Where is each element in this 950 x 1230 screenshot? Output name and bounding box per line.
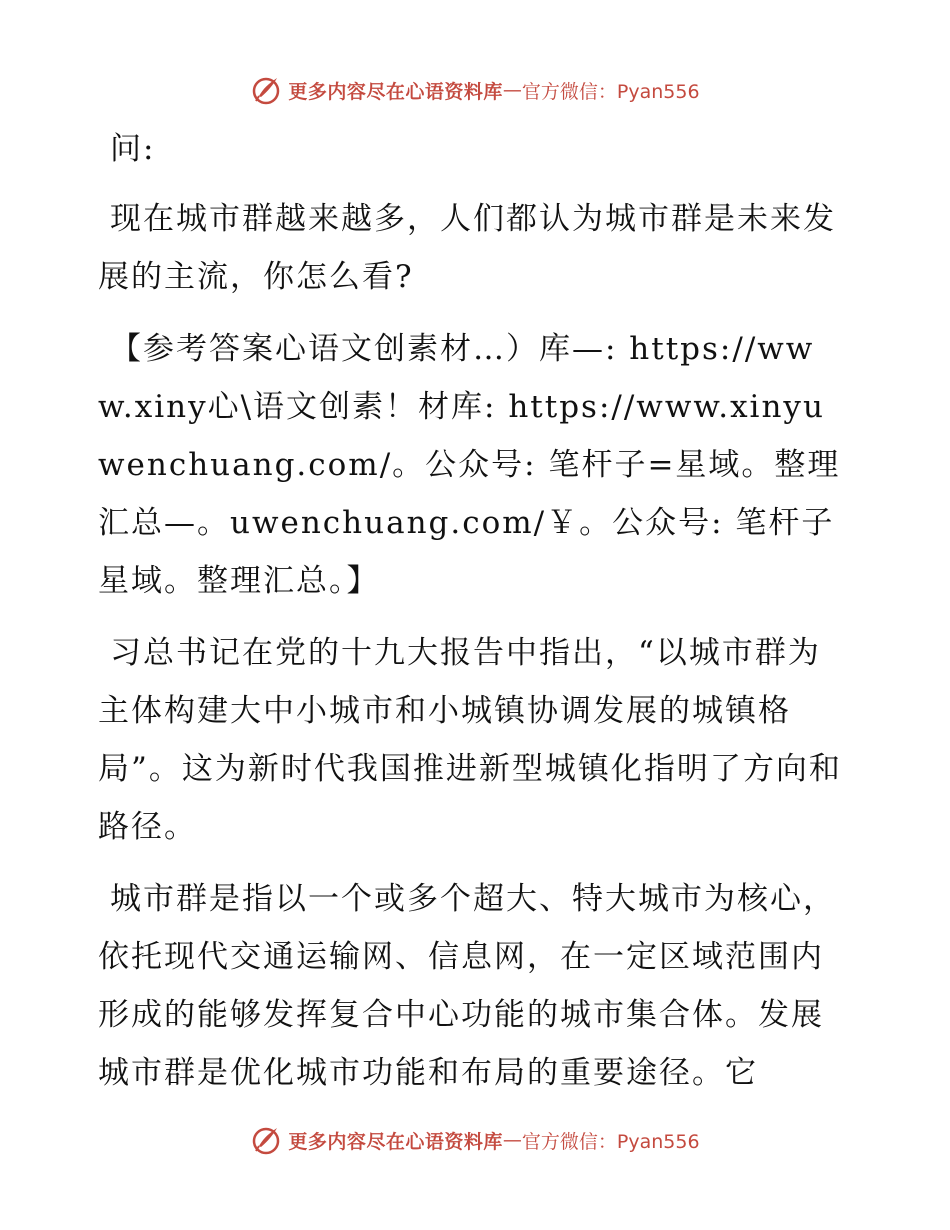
footer-separator: — <box>502 1129 522 1151</box>
document-body <box>98 120 850 1102</box>
footer-banner <box>0 1120 950 1160</box>
feather-pen-logo-icon <box>250 74 282 106</box>
question-text: 现在城市群越来越多，人们都认为城市群是未来发展的主流，你怎么看? <box>98 201 836 295</box>
reference-block: 【参考答案心语文创素材…）库—: https://www.xiny心\语文创素！材库: https://www.xinyuwenchuang.com/。公众号: 笔杆子=星域。整理汇总—。uwenchuang.com/￥。公众号: 笔杆子星域。整理汇总。】 <box>98 331 841 599</box>
paragraph-2: 城市群是指以一个或多个超大、特大城市为核心，依托现代交通运输网、信息网，在一定区域范围内形成的能够发挥复合中心功能的城市集合体。发展城市群是优化城市功能和布局的重要途径。它 <box>98 881 836 1091</box>
feather-pen-logo-icon <box>250 1124 282 1156</box>
header-wechat-text: 官方微信：Pyan556 <box>521 80 700 103</box>
header-brand-text: 更多内容尽在心语资料库 <box>288 80 503 103</box>
footer-brand-text: 更多内容尽在心语资料库 <box>288 1130 503 1153</box>
paragraph-1: 习总书记在党的十九大报告中指出，“以城市群为主体构建大中小城市和小城镇协调发展的城镇格局”。这为新时代我国推进新型城镇化指明了方向和路径。 <box>98 635 842 845</box>
footer-wechat-text: 官方微信：Pyan556 <box>521 1130 700 1153</box>
header-separator: — <box>502 79 522 101</box>
header-banner <box>0 70 950 110</box>
question-label: 问: <box>110 131 156 167</box>
